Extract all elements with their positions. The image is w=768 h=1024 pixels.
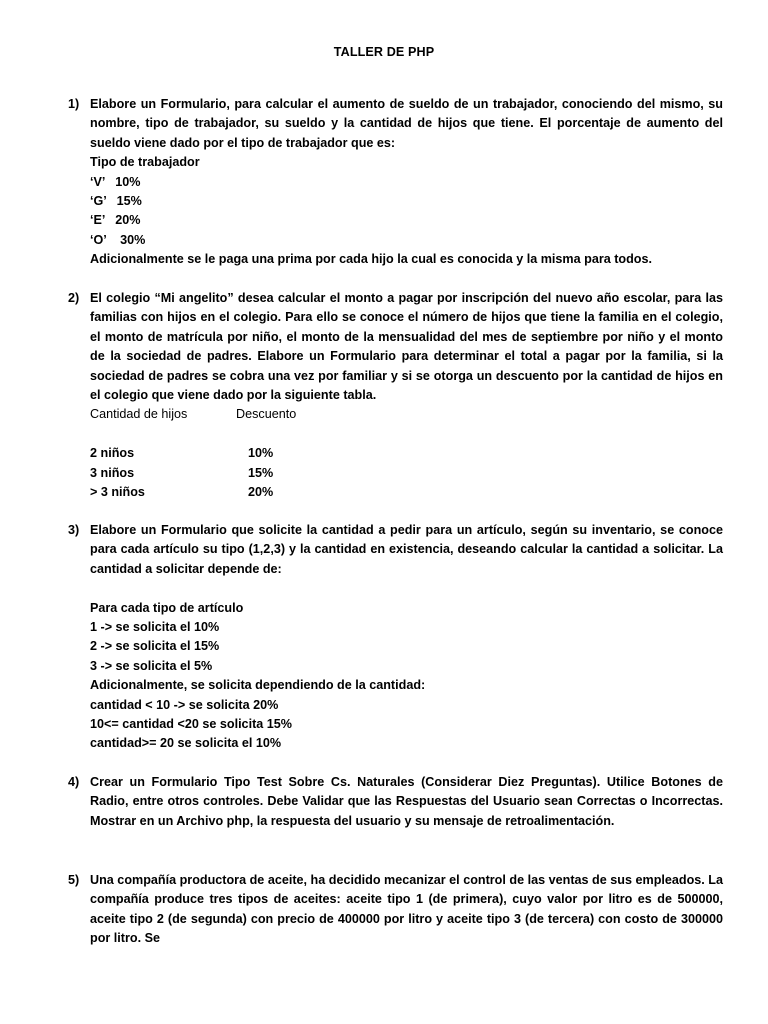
exercise-paragraph: Elabore un Formulario que solicite la cantidad a pedir para un artículo, según su inventario, se conoce para cada artículo su tipo (1,2,3) y la cantidad en existencia, deseando calcular la cantidad a solicitar. La cantidad a solicitar depende de: bbox=[90, 523, 723, 576]
exercise-paragraph: Crear un Formulario Tipo Test Sobre Cs. Naturales (Considerar Diez Preguntas). Utilice Botones de Radio, entre otros controles. Debe Validar que las Respuestas del Usuario sean Correctas o Incorrectas. Mostrar en un Archivo php, la respuesta del usuario y su mensaje de retroalimentación. bbox=[90, 775, 723, 828]
table-cell: 20% bbox=[248, 485, 274, 500]
exercise-line: Adicionalmente se le paga una prima por cada hijo la cual es conocida y la misma para todos. bbox=[90, 252, 652, 267]
discount-table-row bbox=[90, 483, 723, 502]
exercise-line: Tipo de trabajador bbox=[90, 155, 200, 170]
exercise-number: 3) bbox=[68, 523, 80, 537]
discount-table-row bbox=[90, 444, 723, 463]
exercise-line: ‘E’ 20% bbox=[90, 213, 141, 228]
exercise-line: cantidad>= 20 se solicita el 10% bbox=[90, 736, 282, 751]
exercise-number: 5) bbox=[68, 873, 80, 887]
exercise-paragraph: El colegio “Mi angelito” desea calcular el monto a pagar por inscripción del nuevo año escolar, para las familias con hijos en el colegio. Para ello se conoce el número de hijos que tiene la familia en el colegio, el monto de matrícula por niño, el monto de la mensualidad del mes de septiembre por niño y el monto de la sociedad de padres. Elabore un Formulario para determinar el total a pagar por la familia, si la sociedad de padres se cobra una vez por familiar y si se otorga un descuento por la cantidad de hijos en el colegio que viene dado por la siguiente tabla. bbox=[90, 291, 723, 403]
exercise-paragraph: Elabore un Formulario, para calcular el aumento de sueldo de un trabajador, conociendo del mismo, su nombre, tipo de trabajador, su sueldo y la cantidad de hijos que tiene. El porcentaje de aumento del sueldo viene dado por el tipo de trabajador que es: bbox=[90, 97, 723, 150]
exercise-line: 3 -> se solicita el 5% bbox=[90, 658, 213, 673]
table-cell: 15% bbox=[248, 465, 274, 480]
exercise-paragraph: Una compañía productora de aceite, ha decidido mecanizar el control de las ventas de sus empleados. La compañía produce tres tipos de aceites: aceite tipo 1 (de primera), cuyo valor por litro es de 500000, aceite tipo 2 (de segunda) con precio de 400000 por litro y aceite tipo 3 (de tercera) con costo de 300000 por litro. Se bbox=[90, 873, 723, 946]
table-cell: 10% bbox=[248, 446, 274, 461]
discount-table-row bbox=[90, 464, 723, 483]
table-header-cell: Descuento bbox=[236, 407, 297, 422]
exercise-number: 4) bbox=[68, 775, 80, 789]
spacer bbox=[90, 425, 723, 444]
exercise-number: 1) bbox=[68, 97, 80, 111]
document-title: TALLER DE PHP bbox=[333, 45, 435, 59]
exercise-line: Adicionalmente, se solicita dependiendo de la cantidad: bbox=[90, 678, 426, 693]
exercise-line: Para cada tipo de artículo bbox=[90, 600, 244, 615]
exercise-body bbox=[90, 289, 723, 502]
exercise-body bbox=[90, 773, 723, 831]
spacer bbox=[90, 579, 723, 598]
table-cell: 3 niños bbox=[90, 465, 135, 480]
exercise-line: ‘V’ 10% bbox=[90, 174, 141, 189]
exercise-line: 2 -> se solicita el 15% bbox=[90, 639, 220, 654]
exercise-line: 1 -> se solicita el 10% bbox=[90, 620, 220, 635]
exercise-line: 10<= cantidad <20 se solicita 15% bbox=[90, 717, 292, 732]
table-header-cell: Cantidad de hijos bbox=[90, 407, 188, 422]
exercise-line: ‘G’ 15% bbox=[90, 194, 142, 209]
exercise-number: 2) bbox=[68, 291, 80, 305]
exercise-body bbox=[90, 95, 723, 270]
table-cell: > 3 niños bbox=[90, 485, 145, 500]
exercise-body bbox=[90, 871, 723, 949]
exercise-body bbox=[90, 521, 723, 754]
exercise-line: cantidad < 10 -> se solicita 20% bbox=[90, 697, 279, 712]
table-cell: 2 niños bbox=[90, 446, 135, 461]
exercise-line: ‘O’ 30% bbox=[90, 232, 146, 247]
discount-table-header bbox=[90, 405, 723, 424]
